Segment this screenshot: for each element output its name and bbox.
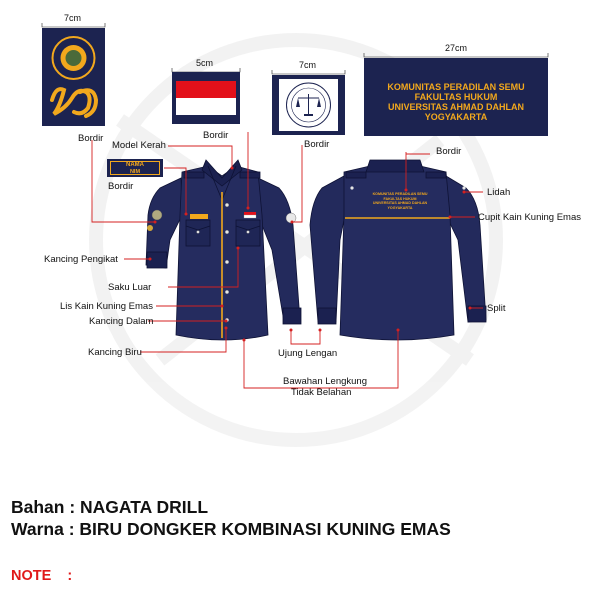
seal-patch — [272, 75, 345, 135]
back-shirt-banner-line-4: YOGYAKARTA — [387, 205, 413, 210]
label-lis-kain: Lis Kain Kuning Emas — [60, 301, 153, 312]
front-flag-white — [244, 215, 256, 218]
front-flag-red — [244, 212, 256, 215]
flag-red-stripe — [176, 81, 236, 98]
dimension-seal-width: 7cm — [299, 60, 317, 70]
dimension-flag-width: 5cm — [196, 58, 214, 68]
front-shirt — [146, 160, 301, 340]
scales-of-justice-icon — [272, 75, 345, 135]
banner-line-3: UNIVERSITAS AHMAD DAHLAN — [388, 102, 524, 112]
uad-logo-patch — [42, 28, 105, 126]
front-right-cuff — [283, 308, 301, 324]
flag-patch — [172, 72, 240, 124]
back-collar — [366, 160, 424, 172]
front-name-patch — [190, 214, 208, 219]
label-lidah: Lidah — [487, 187, 511, 198]
name-tag-patch — [107, 159, 163, 177]
label-ujung-lengan: Ujung Lengan — [278, 348, 338, 359]
back-shirt-banner-line-1: KOMUNITAS PERADILAN SEMU — [372, 192, 428, 196]
name-tag-name: NAMA — [126, 162, 144, 168]
label-cupit: Cupit Kain Kuning Emas — [478, 212, 581, 223]
back-shirt-banner-line-3: UNIVERSITAS AHMAD DAHLAN — [372, 201, 428, 206]
label-split: Split — [487, 303, 506, 314]
footer-bahan: Bahan : NAGATA DRILL — [11, 497, 209, 517]
banner-line-4: YOGYAKARTA — [424, 112, 488, 122]
label-bordir-seal: Bordir — [304, 139, 330, 150]
label-bordir-logo: Bordir — [78, 133, 104, 144]
label-saku-luar: Saku Luar — [108, 282, 152, 293]
banner-line-2: FAKULTAS HUKUM — [414, 92, 498, 102]
dimension-banner-width: 27cm — [445, 43, 468, 53]
dimension-logo-width: 7cm — [64, 13, 82, 23]
footer-note: NOTE : — [11, 568, 73, 584]
label-kancing-dalam: Kancing Dalam — [89, 316, 154, 327]
label-bordir-flag: Bordir — [203, 130, 229, 141]
back-shirt — [310, 160, 486, 340]
back-shirt-banner — [360, 192, 440, 214]
front-sleeve-logo-left — [152, 210, 162, 220]
back-shirt-banner-line-2: FAKULTAS HUKUM — [383, 196, 417, 201]
footer-warna: Warna : BIRU DONGKER KOMBINASI KUNING EMAS — [11, 519, 451, 539]
back-banner-patch — [364, 58, 548, 136]
label-bordir-name: Bordir — [108, 181, 134, 192]
label-bordir-back: Bordir — [436, 146, 462, 157]
banner-line-1: KOMUNITAS PERADILAN SEMU — [387, 82, 525, 92]
label-kancing-pengikat: Kancing Pengikat — [44, 254, 118, 265]
label-bawahan-line-1: Bawahan Lengkung — [283, 376, 367, 387]
name-tag-nim: NIM — [129, 169, 141, 175]
uad-logo-emblem — [42, 28, 105, 126]
label-bawahan-line-2: Tidak Belahan — [291, 387, 352, 398]
label-model-kerah: Model Kerah — [112, 140, 166, 151]
label-kancing-biru: Kancing Biru — [88, 347, 142, 358]
back-left-sleeve — [310, 176, 345, 322]
flag-white-stripe — [176, 98, 236, 115]
